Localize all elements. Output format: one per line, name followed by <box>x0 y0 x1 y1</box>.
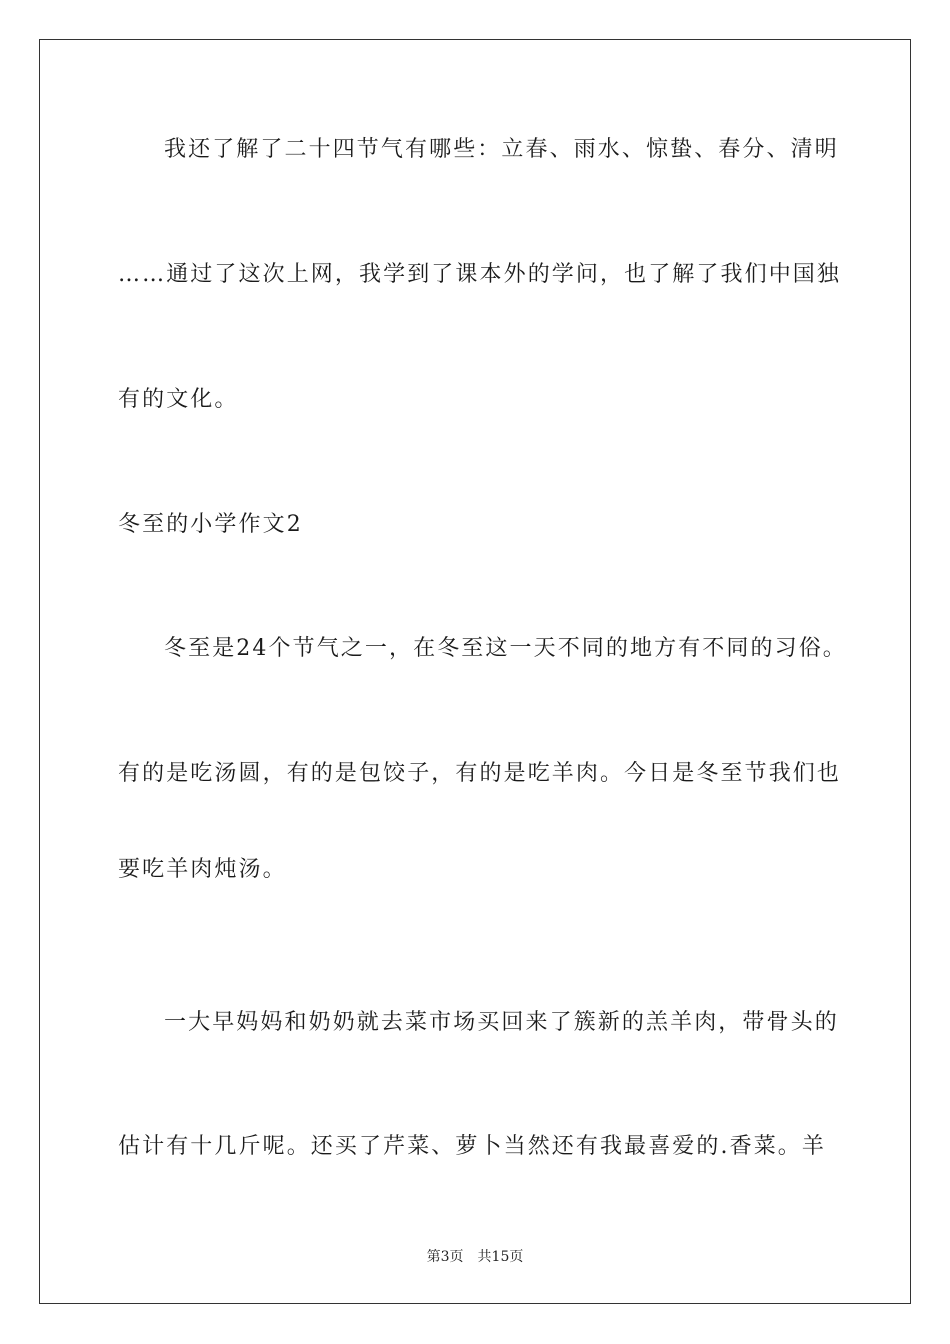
paragraph-line: 要吃羊肉炖汤。 <box>118 857 287 882</box>
page-border <box>39 39 911 1304</box>
page-footer <box>0 1248 950 1266</box>
paragraph-line: 冬至是24个节气之一，在冬至这一天不同的地方有不同的习俗。 <box>164 636 847 661</box>
page-number: 第3页 <box>426 1249 464 1265</box>
section-heading: 冬至的小学作文2 <box>118 512 303 537</box>
paragraph-line: 一大早妈妈和奶奶就去菜市场买回来了簇新的羔羊肉，带骨头的 <box>164 1010 839 1035</box>
paragraph-line: 我还了解了二十四节气有哪些：立春、雨水、惊蛰、春分、清明 <box>164 137 839 162</box>
page-total: 共15页 <box>477 1249 524 1265</box>
paragraph-line: ……通过了这次上网，我学到了课本外的学问，也了解了我们中国独 <box>118 262 842 287</box>
paragraph-line: 有的文化。 <box>118 387 239 412</box>
paragraph-line: 估计有十几斤呢。还买了芹菜、萝卜当然还有我最喜爱的.香菜。羊 <box>118 1134 826 1159</box>
paragraph-line: 有的是吃汤圆，有的是包饺子，有的是吃羊肉。今日是冬至节我们也 <box>118 761 842 786</box>
